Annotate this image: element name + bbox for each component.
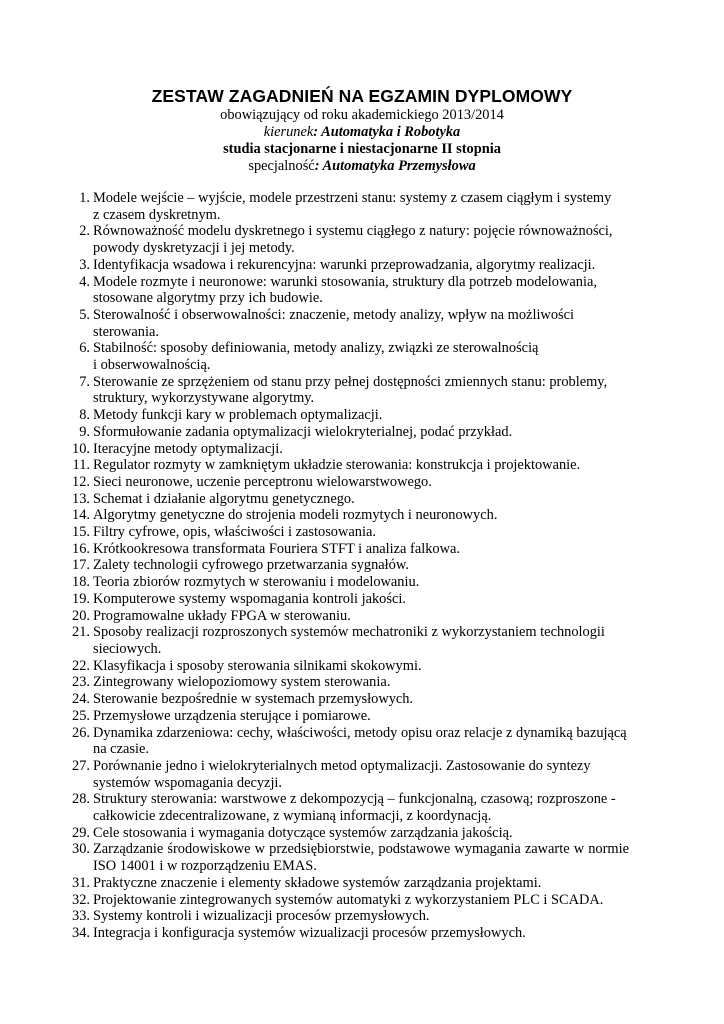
list-item-number: 25. — [72, 707, 90, 724]
list-item-number: 2. — [79, 223, 90, 240]
list-item-number: 24. — [72, 691, 90, 708]
list-item-number: 22. — [72, 657, 90, 674]
list-item-number: 12. — [72, 473, 90, 490]
list-item-text: Projektowanie zintegrowanych systemów automatyki z wykorzystaniem PLC i SCADA. — [93, 891, 604, 908]
list-item-number: 34. — [72, 924, 90, 941]
list-item — [0, 841, 629, 874]
list-item-text-continued: ISO 14001 i w rozporządzeniu EMAS. — [93, 858, 317, 875]
list-item-text: Metody funkcji kary w problemach optymalizacji. — [93, 407, 383, 424]
list-item-text: Stabilność: sposoby definiowania, metody analizy, związki ze sterowalnością — [93, 340, 539, 357]
list-item-text: Identyfikacja wsadowa i rekurencyjna: warunki przeprowadzania, algorytmy realizacji. — [93, 256, 596, 273]
list-item-text-continued: systemów wspomagania decyzji. — [93, 774, 283, 791]
list-item-text: Iteracyjne metody optymalizacji. — [93, 440, 283, 457]
list-item-text: Zintegrowany wielopoziomowy system sterowania. — [93, 674, 391, 691]
list-item — [0, 574, 629, 591]
list-item-text: Zarządzanie środowiskowe w przedsiębiorstwie, podstawowe wymagania zawarte w normie — [93, 841, 629, 858]
list-item-text-continued: powody dyskretyzacji i jej metody. — [93, 240, 295, 257]
list-item-text-continued: i obserwowalnością. — [93, 357, 211, 374]
list-item-text: Sterowalność i obserwowalności: znaczenie, metody analizy, wpływ na możliwości sterowania. — [93, 306, 575, 340]
list-item-number: 21. — [72, 624, 90, 641]
list-item-text-continued: struktury, wykorzystywane algorytmy. — [93, 390, 315, 407]
list-item-text: Algorytmy genetyczne do strojenia modeli rozmytych i neuronowych. — [93, 507, 498, 524]
list-item-text: Systemy kontroli i wizualizacji procesów przemysłowych. — [93, 908, 430, 925]
list-item-number: 6. — [79, 340, 90, 357]
list-item-text: Filtry cyfrowe, opis, właściwości i zastosowania. — [93, 524, 376, 541]
list-item — [0, 541, 629, 558]
list-item — [0, 257, 629, 274]
list-item-number: 19. — [72, 590, 90, 607]
academic-year-line: obowiązujący od roku akademickiego 2013/2014 — [220, 107, 504, 123]
list-item — [0, 190, 629, 223]
list-item-text: Klasyfikacja i sposoby sterowania silnikami skokowymi. — [93, 657, 422, 674]
field-value: : Automatyka i Robotyka — [313, 124, 461, 140]
list-item-number: 26. — [72, 724, 90, 741]
list-item — [0, 491, 629, 508]
list-item-number: 16. — [72, 540, 90, 557]
list-item — [0, 908, 629, 925]
list-item — [0, 624, 629, 657]
list-item-number: 1. — [79, 190, 90, 206]
list-item — [0, 758, 629, 791]
list-item — [0, 875, 629, 892]
list-item — [0, 340, 629, 373]
list-item-number: 30. — [72, 841, 90, 858]
list-item — [0, 223, 629, 256]
list-item-number: 7. — [79, 373, 90, 390]
list-item — [0, 457, 629, 474]
list-item-text: Przemysłowe urządzenia sterujące i pomiarowe. — [93, 707, 371, 724]
list-item — [0, 892, 629, 909]
list-item — [0, 725, 629, 758]
specialization-value: : Automatyka Przemysłowa — [314, 158, 476, 174]
list-item-text: Cele stosowania i wymagania dotyczące systemów zarządzania jakością. — [93, 824, 513, 841]
list-item-number: 5. — [79, 306, 90, 323]
list-item-number: 31. — [72, 874, 90, 891]
list-item-text: Regulator rozmyty w zamkniętym układzie sterowania: konstrukcja i projektowanie. — [93, 457, 581, 474]
list-item — [0, 608, 629, 625]
list-item-text-continued: całkowicie zdecentralizowane, z wymianą informacji, z koordynacją. — [93, 808, 492, 825]
list-item-number: 4. — [79, 273, 90, 290]
list-item — [0, 674, 629, 691]
list-item — [0, 507, 629, 524]
list-item-number: 33. — [72, 908, 90, 925]
list-item-text: Sposoby realizacji rozproszonych systemów mechatroniki z wykorzystaniem technologii — [93, 624, 605, 641]
list-item — [0, 557, 629, 574]
list-item-text: Komputerowe systemy wspomagania kontroli jakości. — [93, 590, 406, 607]
list-item — [0, 925, 629, 942]
list-item-text: Krótkookresowa transformata Fouriera STFT i analiza falkowa. — [93, 540, 460, 557]
list-item-number: 11. — [72, 457, 90, 474]
list-item-text: Zalety technologii cyfrowego przetwarzania sygnałów. — [93, 557, 409, 574]
list-item-number: 18. — [72, 574, 90, 591]
list-item-number: 20. — [72, 607, 90, 624]
list-item-text-continued: na czasie. — [93, 741, 149, 758]
list-item-text: Dynamika zdarzeniowa: cechy, właściwości, metody opisu oraz relacje z dynamiką bazującą — [93, 724, 627, 741]
list-item-text: Programowalne układy FPGA w sterowaniu. — [93, 607, 351, 624]
exam-topics-list — [0, 190, 724, 942]
list-item-number: 9. — [79, 423, 90, 440]
list-item-number: 8. — [79, 407, 90, 424]
list-item — [0, 825, 629, 842]
list-item — [0, 591, 629, 608]
list-item-text: Schemat i działanie algorytmu genetycznego. — [93, 490, 355, 507]
specialization-line — [0, 158, 724, 175]
list-item — [0, 658, 629, 675]
list-item-text: Struktury sterowania: warstwowe z dekompozycją – funkcjonalną, czasową; rozproszone - — [93, 791, 616, 808]
list-item-text: Sformułowanie zadania optymalizacji wielokryterialnej, podać przykład. — [93, 423, 513, 440]
field-of-study-line — [0, 124, 724, 141]
list-item-text: Sterowanie ze sprzężeniem od stanu przy pełnej dostępności zmiennych stanu: problemy, — [93, 373, 608, 390]
list-item-text: Modele wejście – wyjście, modele przestrzeni stanu: systemy z czasem ciągłym i systemy — [93, 190, 612, 206]
list-item — [0, 441, 629, 458]
list-item — [0, 307, 629, 340]
list-item-text-continued: stosowane algorytmy przy ich budowie. — [93, 290, 323, 307]
specialization-label: specjalność — [248, 158, 315, 174]
list-item-number: 32. — [72, 891, 90, 908]
list-item-text: Równoważność modelu dyskretnego i systemu ciągłego z natury: pojęcie równoważności, — [93, 223, 613, 240]
list-item-text: Modele rozmyte i neuronowe: warunki stosowania, struktury dla potrzeb modelowania, — [93, 273, 597, 290]
list-item-number: 28. — [72, 791, 90, 808]
list-item-number: 10. — [72, 440, 90, 457]
list-item-number: 29. — [72, 824, 90, 841]
list-item-text-continued: sieciowych. — [93, 640, 162, 657]
list-item-text-continued: z czasem dyskretnym. — [93, 206, 221, 223]
list-item — [0, 524, 629, 541]
list-item-number: 17. — [72, 557, 90, 574]
list-item — [0, 424, 629, 441]
list-item — [0, 374, 629, 407]
list-item-text: Teoria zbiorów rozmytych w sterowaniu i modelowaniu. — [93, 574, 420, 591]
list-item-text: Porównanie jedno i wielokryterialnych metod optymalizacji. Zastosowanie do syntezy — [93, 757, 591, 774]
list-item — [0, 407, 629, 424]
list-item-number: 15. — [72, 524, 90, 541]
field-label: kierunek — [263, 124, 314, 140]
list-item-number: 23. — [72, 674, 90, 691]
list-item-number: 3. — [79, 256, 90, 273]
page-title: ZESTAW ZAGADNIEŃ NA EGZAMIN DYPLOMOWY — [151, 86, 573, 106]
list-item — [0, 708, 629, 725]
list-item-text: Sieci neuronowe, uczenie perceptronu wielowarstwowego. — [93, 473, 432, 490]
list-item-text: Integracja i konfiguracja systemów wizualizacji procesów przemysłowych. — [93, 924, 526, 941]
list-item-number: 13. — [72, 490, 90, 507]
list-item — [0, 474, 629, 491]
list-item — [0, 691, 629, 708]
list-item — [0, 274, 629, 307]
list-item-number: 14. — [72, 507, 90, 524]
list-item-text: Sterowanie bezpośrednie w systemach przemysłowych. — [93, 691, 414, 708]
list-item-number: 27. — [72, 757, 90, 774]
study-type-line: studia stacjonarne i niestacjonarne II stopnia — [223, 141, 501, 157]
list-item-text: Praktyczne znaczenie i elementy składowe systemów zarządzania projektami. — [93, 874, 542, 891]
list-item — [0, 791, 629, 824]
